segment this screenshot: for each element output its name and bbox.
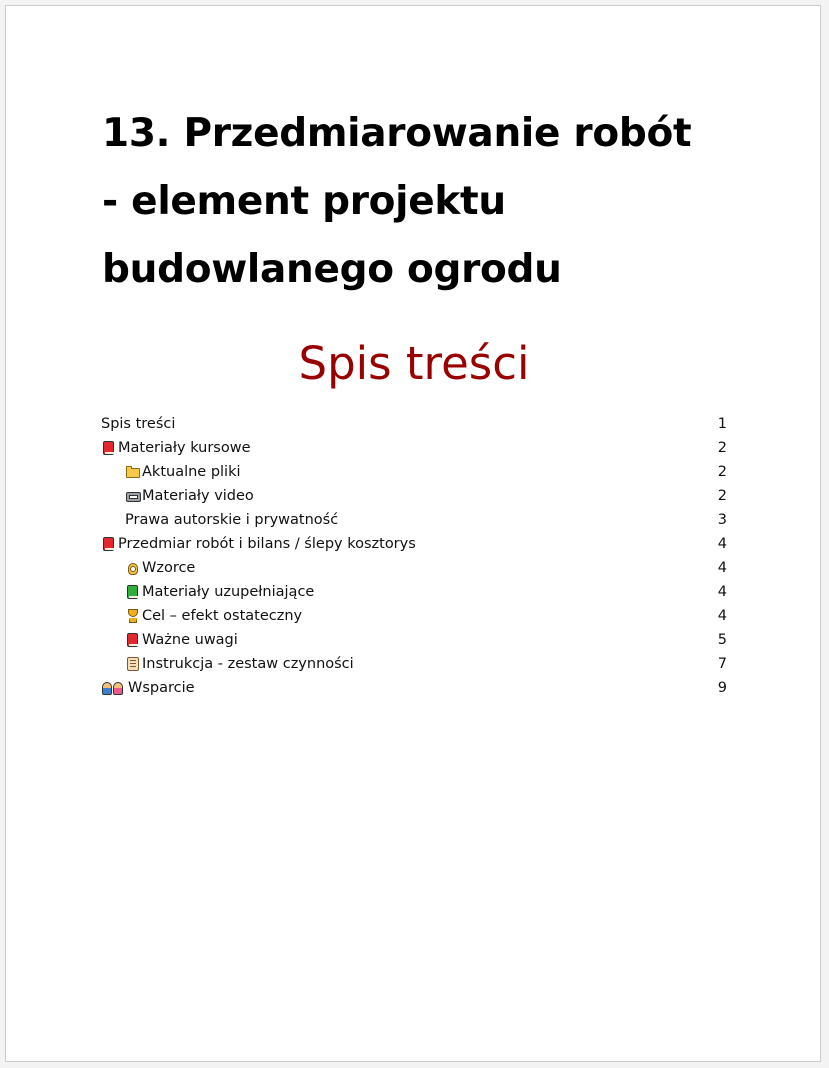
toc-entry-page: 3 [717, 512, 727, 528]
toc-entry[interactable] [101, 484, 727, 508]
red-book-icon [101, 536, 117, 552]
toc-entry-page: 2 [717, 464, 727, 480]
toc-entry-label: Instrukcja - zestaw czynności [142, 656, 354, 672]
trophy-icon [125, 608, 141, 624]
document-page [5, 5, 821, 1062]
toc-entry[interactable] [101, 676, 727, 700]
toc-entry-label: Prawa autorskie i prywatność [125, 512, 339, 528]
table-of-contents [101, 412, 727, 700]
toc-entry-label: Ważne uwagi [142, 632, 238, 648]
title-line: budowlanego ogrodu [102, 247, 562, 292]
title-line: - element projektu [102, 179, 506, 224]
toc-entry-label: Materiały uzupełniające [142, 584, 315, 600]
toc-entry[interactable] [101, 556, 727, 580]
scroll-icon [125, 656, 141, 672]
toc-entry-label: Materiały video [142, 488, 254, 504]
toc-entry[interactable] [101, 436, 727, 460]
toc-entry[interactable] [101, 532, 727, 556]
toc-entry[interactable] [101, 628, 727, 652]
toc-entry-page: 2 [717, 440, 727, 456]
toc-entry-label: Cel – efekt ostateczny [142, 608, 303, 624]
toc-entry[interactable] [101, 508, 727, 532]
toc-entry-label: Wsparcie [128, 680, 195, 696]
toc-entry-page: 4 [717, 584, 727, 600]
toc-entry-label: Wzorce [142, 560, 196, 576]
toc-entry[interactable] [101, 604, 727, 628]
toc-entry[interactable] [101, 412, 727, 436]
toc-entry[interactable] [101, 580, 727, 604]
toc-entry[interactable] [101, 460, 727, 484]
toc-entry-label: Przedmiar robót i bilans / ślepy kosztorys [118, 536, 416, 552]
people-icon [101, 680, 127, 696]
toc-entry-page: 2 [717, 488, 727, 504]
toc-entry-page: 5 [717, 632, 727, 648]
red-book-icon [125, 632, 141, 648]
folder-icon [125, 464, 141, 480]
toc-entry-page: 7 [717, 656, 727, 672]
toc-entry-page: 4 [717, 560, 727, 576]
video-cassette-icon [125, 488, 141, 504]
document-title [102, 100, 742, 304]
toc-entry-page: 9 [717, 680, 727, 696]
toc-entry-page: 4 [717, 536, 727, 552]
title-line: 13. Przedmiarowanie robót [102, 111, 692, 156]
toc-heading: Spis treści [298, 337, 530, 390]
toc-entry-page: 4 [717, 608, 727, 624]
toc-entry[interactable] [101, 652, 727, 676]
toc-entry-page: 1 [717, 416, 727, 432]
ok-hand-icon [125, 560, 141, 576]
toc-entry-label: Materiały kursowe [118, 440, 251, 456]
red-book-icon [101, 440, 117, 456]
green-book-icon [125, 584, 141, 600]
toc-entry-label: Aktualne pliki [142, 464, 241, 480]
toc-entry-label: Spis treści [101, 416, 176, 432]
